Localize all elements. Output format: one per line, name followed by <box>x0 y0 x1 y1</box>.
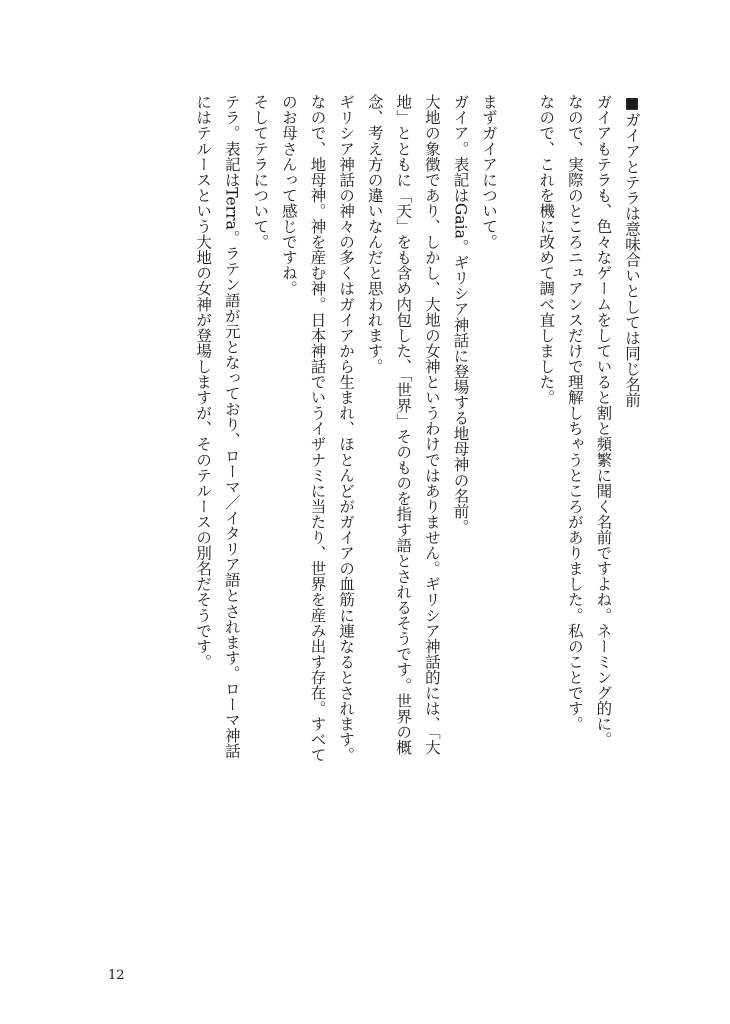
blank-line <box>503 94 532 110</box>
paragraph: ギリシア神話の神々の多くはガイアから生まれ、ほとんどがガイアの血筋に連なるとされます。なので、地母神。神を産む神。日本神話でいうイザナミに当たり、世界を産み出す存在。すべてのお母さんって感じですね。 <box>279 94 356 763</box>
paragraph: なので、実際のところニュアンスだけで理解しちゃうところがありました。私のことです。 <box>565 94 584 732</box>
paragraph: 大地の象徴であり、しかし、大地の女神というわけではありません。ギリシア神話的には、「大地」とともに「天」をも含め内包した、「世界」そのものを指す語とされるそうです。世界の概念、考え方の違いなんだと思われます。 <box>365 94 441 755</box>
section-heading: ■ガイアとテラは意味合いとしては同じ名前 <box>623 94 641 408</box>
paragraph: そしてテラについて。 <box>251 94 270 250</box>
paragraph: まずガイアについて。 <box>480 94 499 250</box>
paragraph: テラ。表記はTerra。ラテン語が元となっており、ローマ／イタリア語とされます。ローマ神話にはテルースという大地の女神が登場しますが、そのテルースの別名だそうです。 <box>194 94 241 759</box>
paragraph: ガイアもテラも、色々なゲームをしていると割と頻繁に聞く名前ですよね。ネーミング的に。 <box>594 94 613 748</box>
paragraph: なので、これを機に改めて調べ直しました。 <box>537 94 556 405</box>
page-number: 12 <box>108 968 125 983</box>
paragraph: ガイア。表記はGaia。ギリシア神話に登場する地母神の名前。 <box>451 94 470 535</box>
vertical-text-body <box>189 94 647 774</box>
